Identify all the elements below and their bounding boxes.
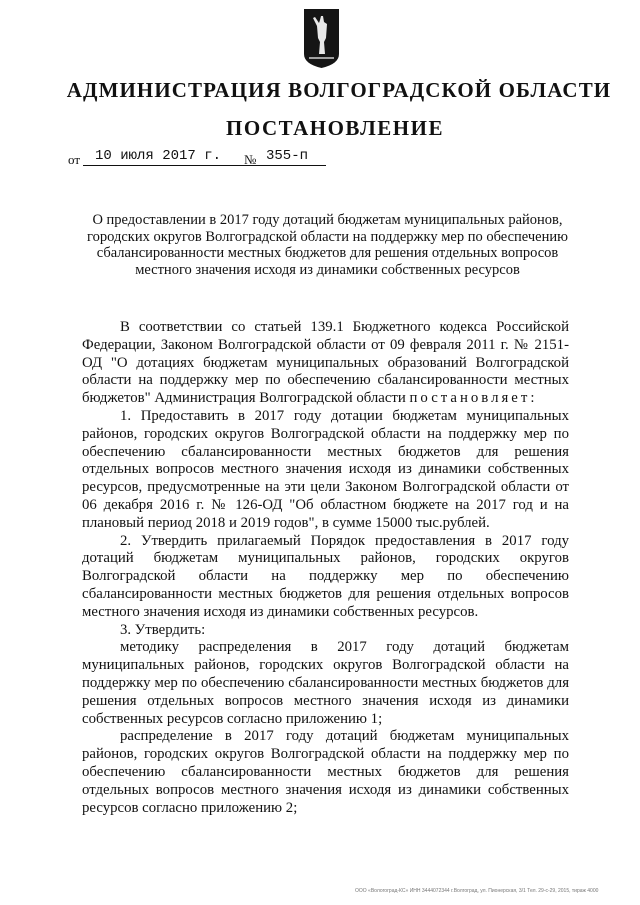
paragraph-1: 1. Предоставить в 2017 году дотации бюджетам муниципальных районов, городских округов Волгоградской области на поддержку мер по обеспечению сбалансированности местных бюджетов для решения отдельных вопросов местного значения исходя из динамики собственных ресурсов, предусмотренные на эти цели Законом Волгоградской области от 06 декабря 2016 г. № 126-ОД "Об областном бюджете на 2017 год и на плановый период 2018 и 2019 годов", в сумме 15000 тыс.рублей. [82,407,569,531]
printer-footer: ООО «Вологоград-КС» ИНН 3444072344 г.Волгоград, ул. Пионерская, 3/1 Тел. 29-с-29, 2015, тираж 4000 [355,888,599,894]
document-subject: О предоставлении в 2017 году дотаций бюджетам муниципальных районов, городских округов Волгоградской области на поддержку мер по обеспечению сбалансированности местных бюджетов для решения отдельных вопросов местного значения исходя из динамики собственных ресурсов [87,212,568,278]
coat-of-arms-emblem [303,8,340,69]
document-body [82,319,569,817]
preamble-paragraph [82,319,569,408]
document-type-title: ПОСТАНОВЛЕНИЕ [226,116,444,140]
document-number: 355-п [260,148,326,166]
date-prefix: от [68,152,81,167]
preamble-text: В соответствии со статьей 139.1 Бюджетного кодекса Российской Федерации, Законом Волгоградской области от 09 февраля 2011 г. № 2151-ОД "О дотациях бюджетам муниципальных образований Волгоградской области на поддержку мер по обеспечению сбалансированности местных бюджетов" Администрация Волгоградской области [82,319,569,407]
paragraph-2: 2. Утвердить прилагаемый Порядок предоставления в 2017 году дотаций бюджетам муниципальных районов, городских округов Волгоградской области на поддержку мер по обеспечению сбалансированности местных бюджетов для решения отдельных вопросов местного значения исходя из динамики собственных ресурсов. [82,532,569,620]
document-date: 10 июля 2017 г. [83,148,238,166]
number-prefix: № [244,152,257,167]
resolution-word: постановляет: [409,390,538,407]
paragraph-3-distribution: распределение в 2017 году дотаций бюджетам муниципальных районов, городских округов Волгоградской области на поддержку мер по обеспечению сбалансированности местных бюджетов для решения отдельных вопросов местного значения исходя из динамики собственных ресурсов согласно приложению 2; [82,728,569,816]
paragraph-3-methodology: методику распределения в 2017 году дотаций бюджетам муниципальных районов, городских округов Волгоградской области на поддержку мер по обеспечению сбалансированности местных бюджетов для решения отдельных вопросов местного значения исходя из динамики собственных ресурсов согласно приложению 1; [82,639,569,727]
paragraph-3: 3. Утвердить: [120,621,206,638]
organization-title: АДМИНИСТРАЦИЯ ВОЛГОГРАДСКОЙ ОБЛАСТИ [66,78,612,102]
